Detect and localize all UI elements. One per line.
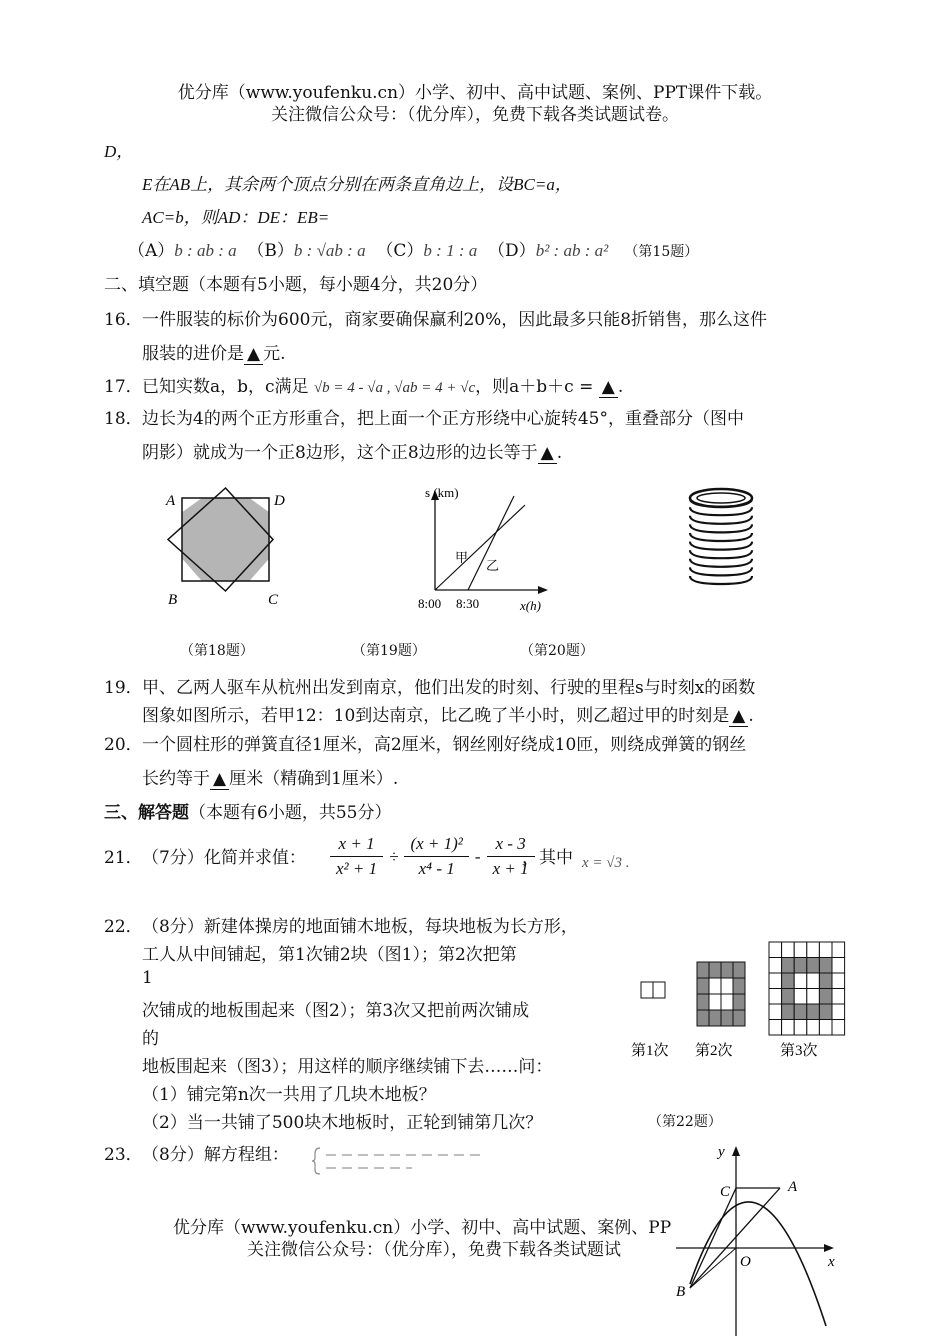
- spring-coil: [690, 576, 752, 584]
- line-jia: [435, 505, 525, 590]
- q23-number: 23．: [104, 1145, 143, 1165]
- spring-coil: [690, 559, 752, 567]
- figure-22-tiles: [625, 935, 855, 1065]
- tile: [721, 962, 733, 978]
- tile: [709, 978, 721, 994]
- q17-formula: √b = 4 - √a , √ab = 4 + √c: [313, 380, 476, 396]
- caption-fig-20: （第20题）: [520, 643, 594, 659]
- vertex-c: C: [268, 592, 279, 608]
- q20-line-2: [142, 764, 398, 790]
- q22-sub-2: （2）当一共铺了500块木地板时，正轮到铺第几次？: [142, 1113, 543, 1133]
- spring-coil: [690, 550, 752, 558]
- tile: [807, 989, 820, 1005]
- tile: [709, 994, 721, 1010]
- q19-line-1: 甲、乙两人驱车从杭州出发到南京，他们出发的时刻、行驶的里程s与时刻x的函数: [142, 678, 756, 698]
- tile: [819, 1020, 832, 1036]
- q16-text: 服装的进价是: [142, 344, 244, 364]
- tile: [794, 1004, 807, 1020]
- spring-coil: [690, 516, 752, 524]
- q20-answer-blank: ▲: [210, 769, 229, 790]
- q17-number: 17．: [104, 377, 143, 397]
- q15-caption: （第15题）: [624, 244, 699, 260]
- q22-line-2: 工人从中间铺起，第1次铺2块（图1）；第2次把第: [142, 945, 517, 965]
- q21-text: （7分）化简并求值：: [142, 848, 306, 868]
- section-2-title: 二、填空题（本题有5小题，每小题4分，共20分）: [104, 275, 488, 295]
- q15-opt-a: b : ab : a: [174, 241, 237, 260]
- tile: [782, 1020, 795, 1036]
- tile: [697, 978, 709, 994]
- x-axis-arrow: [824, 1244, 834, 1252]
- footer-line-1: 优分库（www.youfenku.cn）小学、初中、高中试题、案例、PP: [173, 1218, 672, 1238]
- tile: [697, 994, 709, 1010]
- q21-condition: x = √3 .: [582, 855, 630, 871]
- tile: [782, 1004, 795, 1020]
- vertex-b: B: [168, 592, 178, 608]
- q15-line-2: AC=b，则AD：DE：EB=: [142, 208, 330, 227]
- q15-line-1: E在AB上，其余两个顶点分别在两条直角边上，设BC=a，: [142, 175, 572, 194]
- section-3-heading: 三、解答题: [104, 803, 189, 823]
- minus-sign: -: [474, 846, 481, 866]
- tile: [807, 1004, 820, 1020]
- q22-line-4: 次铺成的地板围起来（图2）；第3次又把前两次铺成: [142, 1001, 530, 1021]
- label-step-3: 第3次: [780, 1043, 818, 1059]
- q19-number: 19．: [104, 678, 143, 698]
- q15-opt-d: b² : ab : a²: [535, 241, 609, 260]
- x-axis-label: x(h): [520, 598, 541, 613]
- tile: [697, 962, 709, 978]
- frac2-num: (x + 1)²: [410, 834, 463, 853]
- tile: [641, 982, 653, 998]
- q15-opt-b: b : √ab : a: [293, 241, 366, 260]
- tile: [733, 994, 745, 1010]
- tile: [807, 973, 820, 989]
- tile-grids: [641, 942, 845, 1035]
- q18-line-1: 边长为4的两个正方形重合，把上面一个正方形绕中心旋转45°，重叠部分（图中: [142, 409, 744, 429]
- vertex-d: D: [274, 493, 285, 509]
- figure-23-parabola: [668, 1136, 848, 1342]
- x-axis-arrow: [538, 586, 548, 594]
- tile: [832, 958, 845, 974]
- figure-20-spring: [683, 484, 763, 594]
- label-x: x: [828, 1254, 835, 1270]
- tile: [709, 1010, 721, 1026]
- q18-line-2: [142, 438, 562, 464]
- tile: [794, 958, 807, 974]
- div-sign: ÷: [389, 846, 399, 866]
- tile: [769, 958, 782, 974]
- q17-text-mid: ，则a＋b＋c =: [475, 377, 594, 397]
- tile: [721, 994, 733, 1010]
- q18-answer-blank: ▲: [538, 443, 557, 464]
- q16-number: 16．: [104, 310, 143, 330]
- caption-fig-18: （第18题）: [180, 643, 254, 659]
- spring-coil: [690, 567, 752, 575]
- label-y: y: [718, 1144, 725, 1160]
- q22-caption: （第22题）: [648, 1114, 722, 1130]
- figure-18-octagon: [160, 484, 300, 614]
- q15-options: [128, 236, 698, 261]
- label-b: B: [676, 1284, 686, 1300]
- tile: [819, 973, 832, 989]
- q15-opt-b-label: （B）: [247, 241, 294, 261]
- q17-text-end: .: [617, 377, 624, 397]
- q22-line-3: 1: [142, 968, 153, 988]
- label-jia: 甲: [455, 550, 469, 565]
- tile: [721, 1010, 733, 1026]
- label-c: C: [720, 1184, 731, 1200]
- tile: [807, 958, 820, 974]
- q22-line-5: 的: [142, 1029, 159, 1049]
- section-3-title: [104, 798, 391, 823]
- tile: [769, 1004, 782, 1020]
- tile: [832, 1020, 845, 1036]
- tile: [819, 989, 832, 1005]
- q15-opt-d-label: （D）: [488, 241, 536, 261]
- header-line-1: 优分库（www.youfenku.cn）小学、初中、高中试题、案例、PPT课件下载。: [177, 83, 773, 103]
- q20-line-1: 一个圆柱形的弹簧直径1厘米，高2厘米，钢丝刚好绕成10匝，则绕成弹簧的钢丝: [142, 735, 747, 755]
- frac3-den: x + 1: [487, 856, 535, 881]
- q17-answer-blank: ▲: [599, 377, 618, 398]
- y-axis-label: s (km): [425, 485, 459, 500]
- tile: [653, 982, 665, 998]
- spring-inner: [697, 493, 745, 503]
- segment-ba: [690, 1188, 780, 1288]
- label-step-2: 第2次: [695, 1043, 733, 1059]
- spring-coils: [690, 499, 752, 584]
- segment-bo: [690, 1248, 736, 1288]
- q22-line-6: 地板围起来（图3）；用这样的顺序继续铺下去……问：: [142, 1057, 553, 1077]
- spring-coil: [690, 507, 752, 515]
- tile: [697, 1010, 709, 1026]
- frac2-den: x⁴ - 1: [404, 856, 468, 881]
- q16-line-1: 一件服装的标价为600元，商家要确保赢利20%，因此最多只能8折销售，那么这件: [142, 310, 768, 330]
- tile: [832, 1004, 845, 1020]
- q17-line: [142, 372, 623, 398]
- tile: [819, 942, 832, 958]
- tile: [832, 942, 845, 958]
- tile: [794, 1020, 807, 1036]
- octagon-shaded: [183, 498, 269, 581]
- tile: [733, 962, 745, 978]
- section-3-rest: （本题有6小题，共55分）: [189, 803, 392, 823]
- parabola: [690, 1202, 826, 1326]
- tile: [819, 1004, 832, 1020]
- figure-19-graph: [410, 478, 560, 618]
- tile: [794, 942, 807, 958]
- tile: [782, 958, 795, 974]
- q19-text-end: .: [748, 706, 754, 726]
- q22-sub-1: （1）铺完第n次一共用了几块木地板？: [142, 1085, 436, 1105]
- tile: [769, 973, 782, 989]
- tick-800: 8:00: [418, 596, 442, 611]
- tile: [709, 962, 721, 978]
- q21-formula: [330, 832, 535, 881]
- tile: [794, 973, 807, 989]
- q16-answer-blank: ▲: [244, 344, 263, 365]
- label-a: A: [788, 1179, 798, 1195]
- tile: [832, 973, 845, 989]
- tile: [807, 1020, 820, 1036]
- q22-line-1: （8分）新建体操房的地面铺木地板，每块地板为长方形，: [142, 917, 578, 937]
- q21-number: 21．: [104, 848, 143, 868]
- caption-fig-19: （第19题）: [352, 643, 426, 659]
- tile: [782, 973, 795, 989]
- frac1-num: x + 1: [338, 834, 375, 853]
- q23-text: （8分）解方程组：: [142, 1145, 289, 1165]
- y-axis-arrow: [732, 1146, 740, 1156]
- tile: [782, 989, 795, 1005]
- spring-coil: [690, 533, 752, 541]
- tile: [794, 989, 807, 1005]
- segment-bc: [690, 1188, 736, 1288]
- line-yi: [468, 496, 514, 590]
- q15-opt-c-label: （C）: [376, 241, 424, 261]
- frac3-num: x - 3: [495, 834, 526, 853]
- footer-line-2: 关注微信公众号：（优分库），免费下载各类试题试: [247, 1240, 621, 1260]
- q16-text-end: 元.: [263, 344, 286, 364]
- tile: [769, 1020, 782, 1036]
- tile: [769, 942, 782, 958]
- q19-text: 图象如图所示，若甲12：10到达南京，比乙晚了半小时，则乙超过甲的时刻是: [142, 706, 730, 726]
- q23-equation-system: [312, 1146, 492, 1176]
- q15-line-d: D，: [104, 142, 134, 161]
- q15-opt-c: b : 1 : a: [423, 241, 478, 260]
- tile: [807, 942, 820, 958]
- label-yi: 乙: [486, 558, 500, 573]
- label-o: O: [740, 1254, 751, 1270]
- q18-text: 阴影）就成为一个正8边形，这个正8边形的边长等于: [142, 443, 538, 463]
- tile: [819, 958, 832, 974]
- q22-number: 22．: [104, 917, 143, 937]
- q20-text-end: 厘米（精确到1厘米）.: [229, 769, 399, 789]
- q18-number: 18．: [104, 409, 143, 429]
- label-step-1: 第1次: [631, 1043, 669, 1059]
- spring-coil: [690, 524, 752, 532]
- tile: [721, 978, 733, 994]
- q18-text-end: .: [556, 443, 563, 463]
- vertex-a: A: [166, 493, 176, 509]
- tick-830: 8:30: [456, 596, 480, 611]
- q20-number: 20．: [104, 735, 143, 755]
- spring-coil: [690, 542, 752, 550]
- q19-line-2: [142, 701, 754, 727]
- q19-answer-blank: ▲: [729, 706, 748, 727]
- header-line-2: 关注微信公众号：（优分库），免费下载各类试题试卷。: [271, 105, 679, 125]
- q17-text: 已知实数a，b，c满足: [142, 377, 309, 397]
- tile: [832, 989, 845, 1005]
- tile: [733, 978, 745, 994]
- q20-text: 长约等于: [142, 769, 210, 789]
- q15-opt-a-label: （A）: [128, 241, 175, 261]
- tile: [769, 989, 782, 1005]
- tile: [782, 942, 795, 958]
- brace: [312, 1148, 320, 1174]
- q16-line-2: [142, 339, 285, 365]
- tile: [733, 1010, 745, 1026]
- frac1-den: x² + 1: [330, 856, 383, 881]
- q21-tail: ，其中: [522, 848, 573, 868]
